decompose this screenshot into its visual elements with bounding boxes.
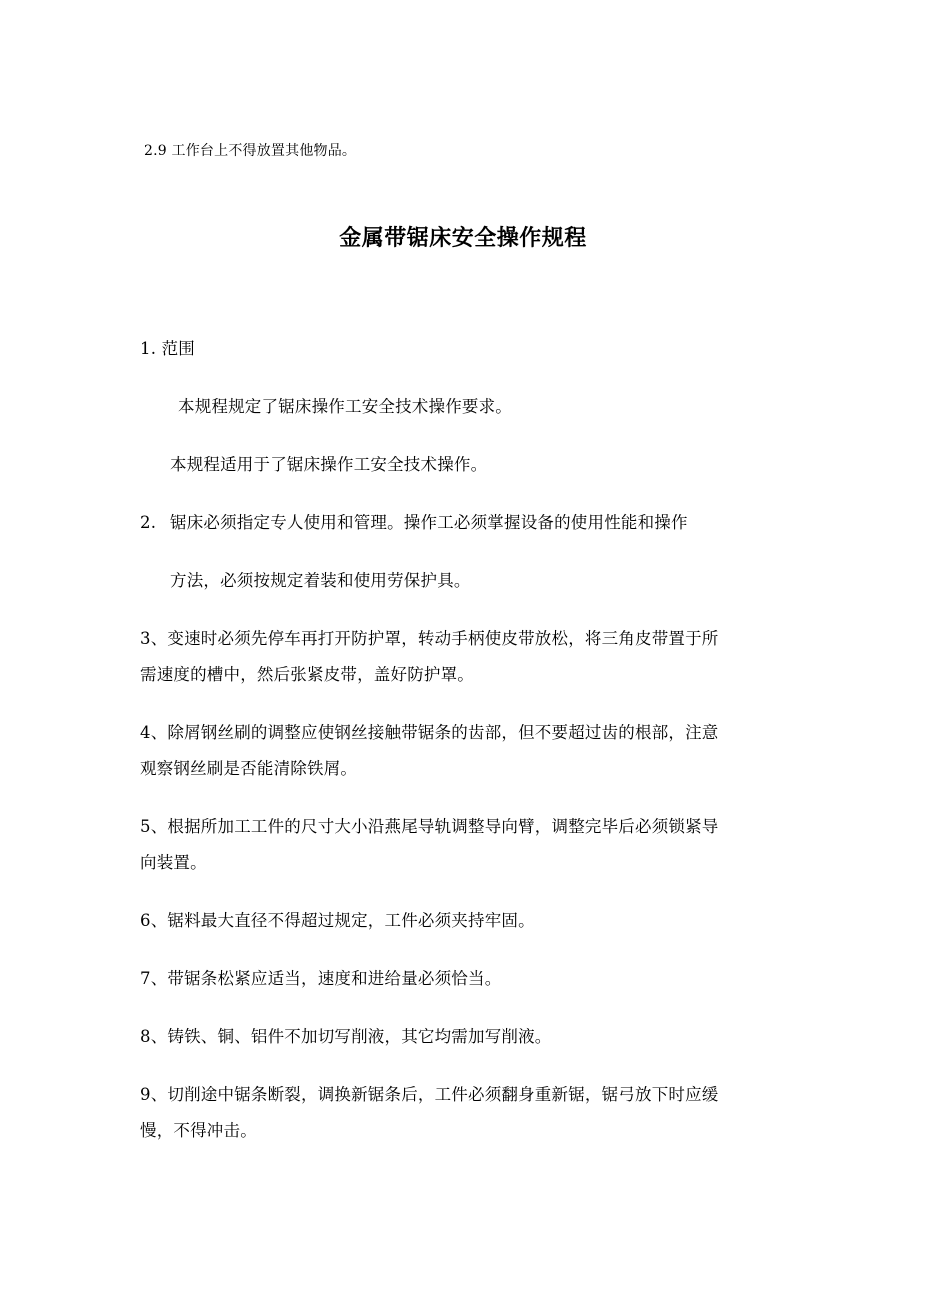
item-3-line-2: 需速度的槽中，然后张紧皮带，盖好防护罩。	[140, 665, 474, 684]
item-9-line-1: 9、切削途中锯条断裂，调换新锯条后，工件必须翻身重新锯，锯弓放下时应缓	[140, 1085, 719, 1104]
section-1-heading: 1. 范围	[140, 339, 195, 358]
document-title: 金属带锯床安全操作规程	[339, 226, 587, 251]
item-9-line-2: 慢，不得冲击。	[140, 1121, 257, 1140]
section-1-para-1: 本规程规定了锯床操作工安全技术操作要求。	[178, 397, 512, 416]
item-2-number: 2.	[140, 513, 157, 532]
item-4-line-2: 观察钢丝刷是否能清除铁屑。	[140, 759, 358, 778]
item-4-line-1: 4、除屑钢丝刷的调整应使钢丝接触带锯条的齿部，但不要超过齿的根部，注意	[140, 723, 719, 742]
item-7: 7、带锯条松紧应适当，速度和进给量必须恰当。	[140, 969, 502, 988]
section-1-para-2: 本规程适用于了锯床操作工安全技术操作。	[170, 455, 488, 474]
item-3-line-1: 3、变速时必须先停车再打开防护罩，转动手柄使皮带放松，将三角皮带置于所	[140, 629, 719, 648]
item-2-text: 锯床必须指定专人使用和管理。操作工必须掌握设备的使用性能和操作	[170, 513, 688, 532]
item-5-line-1: 5、根据所加工工件的尺寸大小沿燕尾导轨调整导向臂，调整完毕后必须锁紧导	[140, 817, 719, 836]
item-2-line-1	[140, 512, 688, 534]
previous-item-2-9: 2.9 工作台上不得放置其他物品。	[144, 143, 357, 159]
item-5-line-2: 向装置。	[140, 853, 207, 872]
item-8: 8、铸铁、铜、铝件不加切写削液，其它均需加写削液。	[140, 1027, 552, 1046]
item-2-line-2: 方法，必须按规定着装和使用劳保护具。	[170, 571, 471, 590]
item-6: 6、锯料最大直径不得超过规定，工件必须夹持牢固。	[140, 911, 535, 930]
